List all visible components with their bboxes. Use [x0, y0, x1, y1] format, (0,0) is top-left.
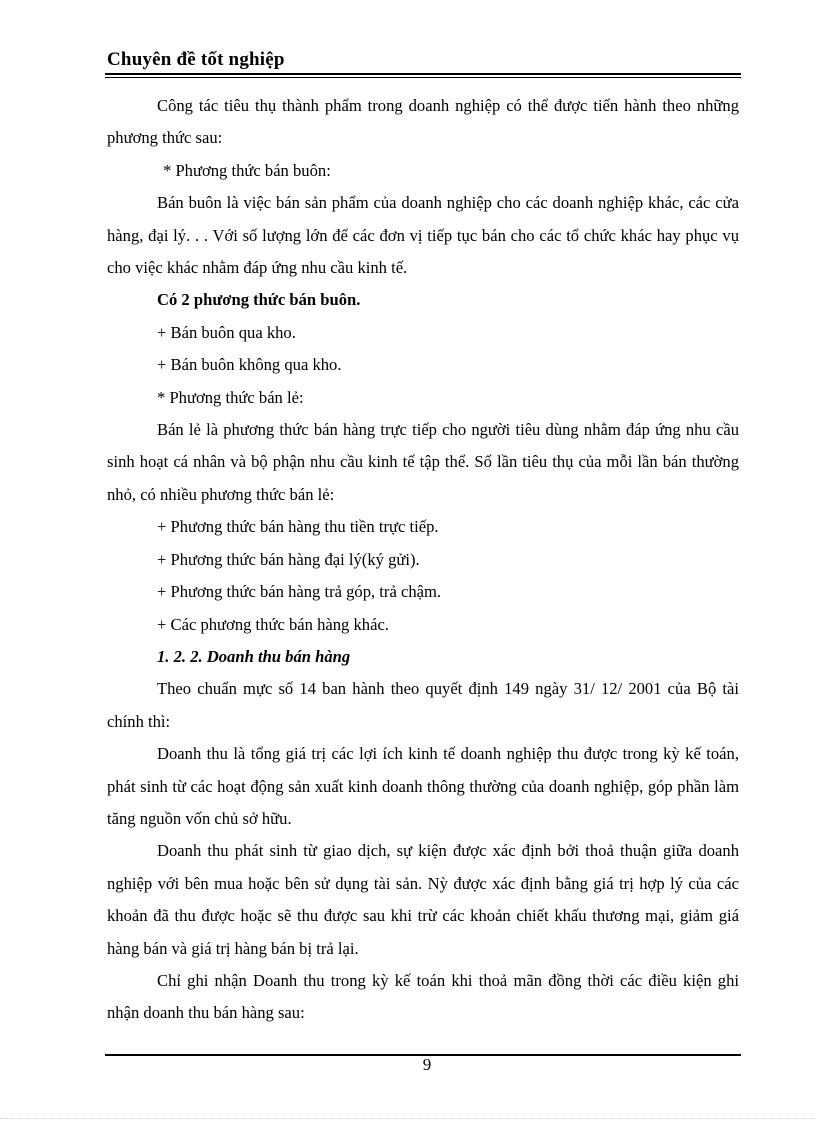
page-number: 9	[422, 1055, 432, 1074]
list-item: + Bán buôn không qua kho.	[157, 355, 342, 375]
paragraph: Công tác tiêu thụ thành phẩm trong doanh nghiệp có thể được tiến hành theo những phương thức sau:	[107, 96, 739, 148]
header-rule-thick	[105, 73, 741, 75]
paragraph-bold: Có 2 phương thức bán buôn.	[157, 290, 361, 310]
paragraph: Chỉ ghi nhận Doanh thu trong kỳ kế toán khi thoả mãn đồng thời các điều kiện ghi nhận doanh thu bán hàng sau:	[107, 970, 739, 1023]
paragraph: * Phương thức bán buôn:	[163, 160, 331, 180]
paragraph: Bán buôn là việc bán sản phẩm của doanh nghiệp cho các doanh nghiệp khác, các cửa hàng, đại lý. . . Với số lượng lớn để các đơn vị tiếp tục bán cho các tổ chức khác hay phục vụ cho việc khác nhằm đáp ứng nhu cầu kinh tế.	[107, 193, 739, 278]
list-item: + Phương thức bán hàng đại lý(ký gửi).	[157, 549, 420, 569]
section-heading: 1. 2. 2. Doanh thu bán hàng	[157, 646, 351, 666]
paragraph: Bán lẻ là phương thức bán hàng trực tiếp cho người tiêu dùng nhằm đáp ứng nhu cầu sinh hoạt cá nhân và bộ phận nhu cầu kinh tế tập thể. Số lần tiêu thụ của mỗi lần bán thường nhỏ, có nhiều phương thức bán lẻ:	[107, 420, 739, 504]
paragraph: Theo chuẩn mực số 14 ban hành theo quyết định 149 ngày 31/ 12/ 2001 của Bộ tài chính thì:	[107, 679, 739, 731]
page-header-title: Chuyên đề tốt nghiệp	[107, 49, 285, 70]
paragraph: * Phương thức bán lẻ:	[157, 387, 304, 407]
list-item: + Phương thức bán hàng thu tiền trực tiếp.	[157, 517, 439, 537]
paragraph: Doanh thu là tổng giá trị các lợi ích kinh tế doanh nghiệp thu được trong kỳ kế toán, phát sinh từ các hoạt động sản xuất kinh doanh thông thường của doanh nghiệp, góp phần làm tăng nguồn vốn chủ sở hữu.	[107, 744, 739, 828]
document-body	[107, 90, 739, 1030]
list-item: + Phương thức bán hàng trả góp, trả chậm.	[157, 582, 442, 602]
list-item: + Bán buôn qua kho.	[157, 322, 296, 342]
list-item: + Các phương thức bán hàng khác.	[157, 614, 389, 634]
header-rule-thin	[105, 77, 741, 78]
paragraph: Doanh thu phát sinh từ giao dịch, sự kiện được xác định bởi thoả thuận giữa doanh nghiệp với bên mua hoặc bên sử dụng tài sản. Nỳ được xác định bằng giá trị hợp lý của các khoản đã thu được hoặc sẽ thu được sau khi trừ các khoản chiết khấu thương mại, giảm giá hàng bán và giá trị hàng bán bị trả lại.	[107, 841, 739, 958]
page-edge-dotted-line	[0, 1118, 816, 1119]
